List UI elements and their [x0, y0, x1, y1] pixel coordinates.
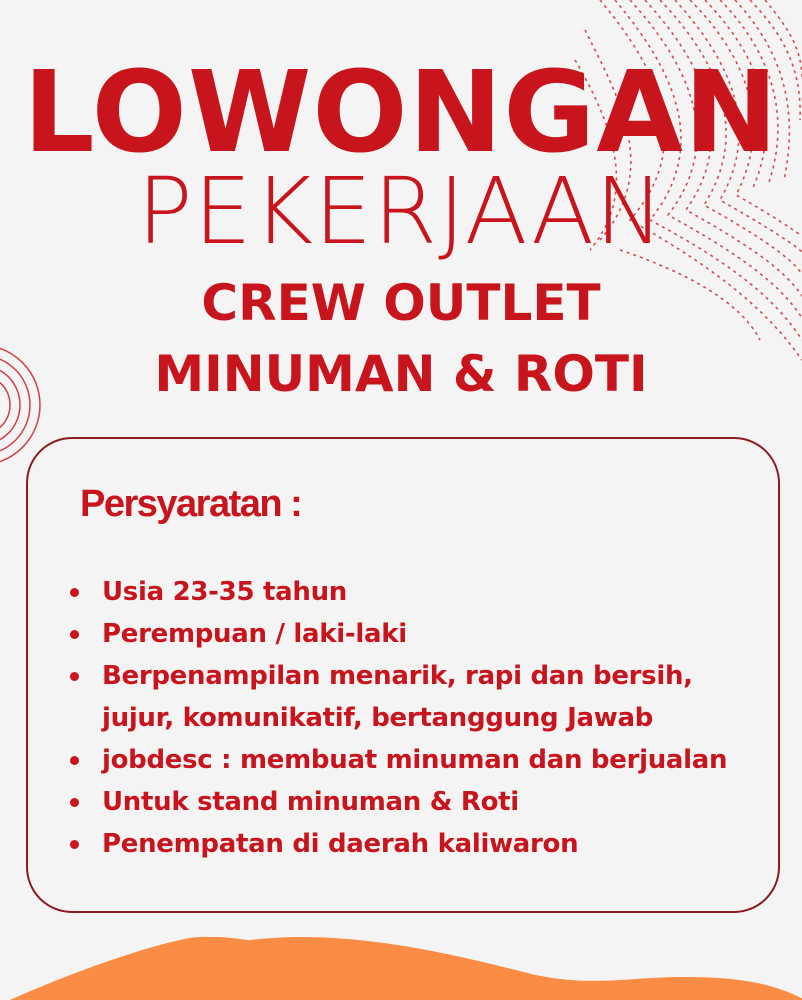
list-item-text: Untuk stand minuman & Roti [102, 787, 519, 817]
list-item-text: Berpenampilan menarik, rapi dan bersih, [102, 661, 693, 691]
list-item-text: jobdesc : membuat minuman dan berjualan [102, 745, 728, 775]
list-item-text: Usia 23-35 tahun [102, 577, 348, 607]
bullet-icon [70, 840, 79, 849]
list-item-text: Perempuan / laki-laki [102, 619, 407, 649]
title-pekerjaan: PEKERJAAN [137, 158, 665, 265]
bullet-icon [70, 672, 79, 681]
bullet-icon [70, 756, 79, 765]
requirements-box [26, 437, 780, 913]
list-item [70, 613, 727, 655]
list-item [70, 655, 727, 739]
list-item [70, 823, 727, 865]
title-lowongan: LOWONGAN [23, 48, 779, 178]
subtitle-crew-outlet: CREW OUTLET [201, 274, 601, 332]
list-item [70, 739, 727, 781]
bullet-icon [70, 630, 79, 639]
list-item [70, 781, 727, 823]
orange-wave-fill [11, 937, 802, 1000]
list-item-text-continued: jujur, komunikatif, bertanggung Jawab [102, 703, 653, 733]
requirements-list [70, 571, 727, 865]
list-item-text: Penempatan di daerah kaliwaron [102, 829, 579, 859]
bullet-icon [70, 798, 79, 807]
requirements-heading: Persyaratan : [80, 483, 302, 525]
bullet-icon [70, 588, 79, 597]
subtitle-minuman-roti: MINUMAN & ROTI [154, 345, 648, 403]
list-item [70, 571, 727, 613]
